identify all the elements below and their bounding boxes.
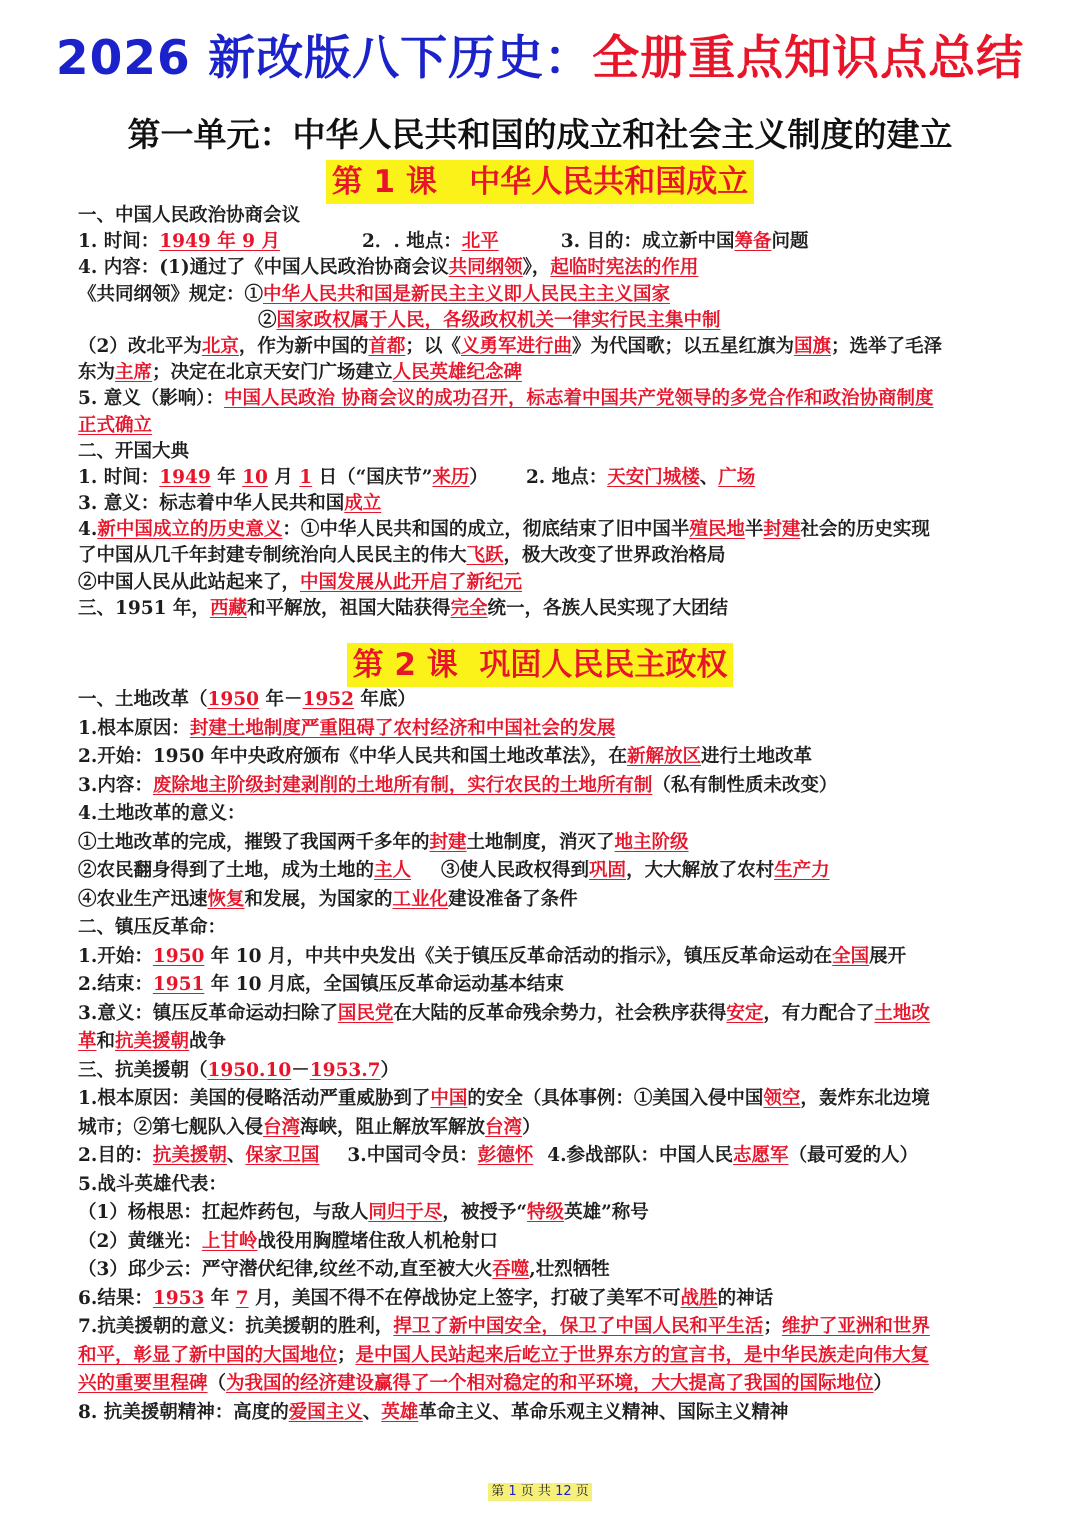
text: 统一，各族人民实现了大团结	[487, 597, 728, 619]
key-point: 中华人民共和国是新民主主义即人民民主主义国家	[263, 283, 671, 305]
key-point: 国民党	[337, 1002, 394, 1024]
text: ，有力配合了	[763, 1002, 875, 1024]
text: 日（“国庆节”	[312, 466, 433, 488]
title-part-blue: 2026 新改版八下历史：	[55, 31, 593, 86]
text: 第	[491, 1484, 509, 1499]
content-line	[78, 1000, 1008, 1029]
text: －	[291, 1059, 310, 1081]
text: 三、1951 年，	[78, 597, 210, 619]
key-point: 安定	[726, 1002, 764, 1024]
text: ；决定在北京天安门广场建立	[152, 362, 393, 384]
text: 年	[204, 1287, 236, 1309]
content-line	[78, 465, 1008, 491]
key-point: 全国	[832, 945, 870, 967]
key-point: 1953.7	[309, 1059, 381, 1081]
text: 2.结束：	[78, 974, 153, 995]
text: （最可爱的人）	[788, 1145, 919, 1166]
page-footer	[0, 1480, 1080, 1501]
key-point: 土地改	[874, 1002, 930, 1024]
text: 革命主义、革命乐观主义精神、国际主义精神	[418, 1401, 789, 1423]
text: 页	[571, 1484, 589, 1499]
text: ；	[763, 1316, 782, 1337]
section-heading	[78, 686, 1008, 715]
key-point: 巩固	[589, 860, 627, 881]
text: ，轰炸东北边境	[800, 1088, 930, 1109]
key-point: 起临时宪法的作用	[550, 257, 699, 279]
text: 3. 目的：成立新中国	[560, 231, 735, 253]
content-line	[78, 413, 1008, 439]
text: 月	[267, 466, 300, 488]
text: 战争	[189, 1031, 227, 1052]
total-pages-number: 12	[555, 1484, 572, 1499]
key-point: 特级	[527, 1202, 565, 1223]
text: 一、土地改革（	[78, 689, 208, 710]
lesson2-title: 第 2 课 巩固人民民主政权	[347, 643, 734, 687]
key-point: 殖民地	[689, 519, 745, 541]
key-point: 西藏	[209, 597, 247, 619]
lesson1-title: 第 1 课 中华人民共和国成立	[326, 160, 755, 204]
key-point: 广场	[718, 466, 756, 488]
content-line	[78, 360, 1008, 386]
key-point: 工业化	[392, 888, 449, 910]
text: ，作为新中国的	[238, 335, 369, 357]
key-point: 革	[78, 1031, 97, 1052]
key-point: 英雄	[381, 1401, 419, 1423]
text: 》为代国歌；以五星红旗为	[571, 335, 794, 357]
content-line	[78, 570, 1008, 596]
text: 在大陆的反革命残余势力，社会秩序获得	[393, 1002, 727, 1024]
key-point: 为我国的经济建设赢得了一个相对稳定的和平环境，大大提高了我国的国际地位	[226, 1373, 874, 1394]
section-heading	[78, 914, 1008, 943]
content-line	[78, 857, 1008, 886]
text: ,壮烈牺牲	[529, 1259, 610, 1280]
text: 社会的历史实现	[800, 519, 930, 541]
text: 6.结果：	[78, 1287, 153, 1309]
text: 3.内容：	[78, 774, 153, 796]
text: 年－	[259, 689, 303, 710]
text: 1. 时间：	[78, 231, 160, 253]
text: ：①中华人民共和国的成立，彻底结束了旧中国半	[282, 519, 690, 541]
key-point: 志愿军	[733, 1145, 789, 1166]
content-line	[78, 1256, 1008, 1285]
content-line	[78, 971, 1008, 1000]
key-point: 和平，彰显了新中国的大国地位	[78, 1344, 338, 1366]
key-point: 来历	[432, 466, 470, 488]
text: ②中国人民从此站起来了，	[78, 571, 301, 593]
content-line	[78, 308, 1008, 334]
text: 东为	[78, 362, 116, 384]
content-line	[78, 1142, 1008, 1171]
content-line	[78, 800, 1008, 829]
key-point: 天安门城楼	[607, 466, 700, 488]
key-point: 台湾	[263, 1116, 301, 1138]
text: （	[207, 1373, 227, 1394]
content-line	[78, 715, 1008, 744]
text: 3. 意义：标志着中华人民共和国	[78, 493, 345, 515]
text: 年底）	[353, 689, 416, 710]
text: 和发展，为国家的	[244, 888, 393, 910]
text: 、	[699, 466, 719, 488]
content-line	[78, 772, 1008, 801]
key-point: 1952	[302, 689, 354, 710]
section-heading	[78, 203, 1008, 229]
text: 战役用胸膛堵住敌人机枪射口	[257, 1230, 498, 1252]
text: 1. 时间：	[78, 466, 160, 488]
key-point: 彭德怀	[477, 1145, 534, 1166]
text: ，被授予“	[442, 1202, 528, 1223]
text: 页 共	[516, 1484, 556, 1499]
key-point: 成立	[344, 493, 382, 515]
key-point: 封建	[429, 831, 467, 853]
section-heading	[78, 1057, 1008, 1086]
key-point: 封建	[763, 519, 801, 541]
text: 3.中国司令员：	[347, 1145, 478, 1166]
text: 年 10 月，中共中央发出《关于镇压反革命活动的指示》，镇压反革命运动在	[204, 945, 833, 967]
text: 7.抗美援朝的意义：抗美援朝的胜利，	[78, 1316, 394, 1337]
key-point: 人民英雄纪念碑	[392, 362, 523, 384]
key-point: 是中国人民站起来后屹立于世界东方的宣言书，是中华民族走向伟大复	[355, 1344, 930, 1366]
text: 半	[744, 519, 764, 541]
key-point: 抗美援朝	[152, 1145, 227, 1166]
content-line	[78, 743, 1008, 772]
text: 展开	[869, 945, 907, 967]
key-point: 维护了亚洲和世界	[781, 1316, 930, 1337]
text: 和平解放，祖国大陆获得	[246, 597, 451, 619]
text: 和	[96, 1031, 116, 1052]
text: ；选举了毛泽	[830, 335, 942, 357]
key-point: 主人	[374, 860, 412, 881]
content-line	[78, 886, 1008, 915]
text: 2.开始：1950 年中央政府颁布《中华人民共和国土地改革法》，在	[78, 746, 627, 767]
text: （私有制性质未改变）	[652, 774, 838, 796]
text: 2. 地点：	[525, 466, 608, 488]
content-line	[78, 517, 1008, 543]
content-line	[78, 1399, 1008, 1428]
content-line	[78, 229, 1008, 255]
key-point: 飞跃	[466, 545, 504, 567]
text: ④农业生产迅速	[78, 888, 208, 910]
content-line	[78, 1313, 1008, 1342]
key-point: 废除地主阶级封建剥削的土地所有制，实行农民的土地所有制	[152, 774, 653, 796]
key-point: 主席	[115, 362, 153, 384]
text: 的神话	[717, 1287, 774, 1309]
content-line	[78, 282, 1008, 308]
text: 》，	[522, 257, 551, 279]
text: 土地制度，消灭了	[466, 831, 615, 853]
key-point: 国家政权属于人民，各级政权机关一律实行民主集中制	[276, 309, 721, 331]
key-point: 首都	[368, 335, 406, 357]
text: 1.开始：	[78, 945, 153, 967]
key-point: 战胜	[680, 1287, 718, 1309]
unit-title: 第一单元：中华人民共和国的成立和社会主义制度的建立	[127, 115, 953, 154]
text: 5. 意义（影响）：	[78, 388, 225, 410]
text: 三、抗美援朝（	[78, 1059, 208, 1081]
text: 2．. 地点：	[361, 231, 462, 253]
key-point: 国旗	[793, 335, 831, 357]
text: 的安全（具体事例：①美国入侵中国	[467, 1088, 764, 1109]
key-point: 完全	[450, 597, 488, 619]
content-line	[78, 334, 1008, 360]
section-heading	[78, 439, 1008, 465]
content-line	[78, 943, 1008, 972]
content-line	[78, 1085, 1008, 1114]
text: ，大大解放了农村	[626, 860, 775, 881]
key-point: 新解放区	[627, 746, 702, 767]
key-point: 北平	[461, 231, 499, 253]
text: 月，美国不得不在停战协定上签字，打破了美军不可	[248, 1287, 681, 1309]
text: 8. 抗美援朝精神：高度的	[78, 1401, 289, 1423]
key-point: 吞噬	[492, 1259, 530, 1280]
text: 英雄”称号	[564, 1202, 649, 1223]
content-line	[78, 1199, 1008, 1228]
text: ②	[258, 309, 277, 331]
text: 1.根本原因：美国的侵略活动严重威胁到了	[78, 1088, 431, 1109]
text: 城市；②第七舰队入侵	[78, 1116, 264, 1138]
key-point: 义勇军进行曲	[460, 335, 572, 357]
text: ；	[337, 1344, 356, 1366]
current-page-number: 1	[508, 1484, 517, 1499]
content-line	[78, 829, 1008, 858]
content-line	[78, 596, 1008, 622]
content-line	[78, 255, 1008, 281]
text: ①土地改革的完成，摧毁了我国两千多年的	[78, 831, 430, 853]
text: 年 10 月底，全国镇压反革命运动基本结束	[204, 974, 564, 995]
key-point: 1950.10	[207, 1059, 292, 1081]
text: ②农民翻身得到了土地，成为土地的	[78, 860, 375, 881]
text: 3.意义：镇压反革命运动扫除了	[78, 1002, 338, 1024]
key-point: 1953	[152, 1287, 205, 1309]
text: ）	[522, 1116, 541, 1138]
content-line	[78, 1342, 1008, 1371]
key-point: 台湾	[485, 1116, 523, 1138]
key-point: 封建土地制度严重阻碍了农村经济和中国社会的发展	[189, 717, 616, 739]
text: 年	[210, 466, 243, 488]
content-line	[78, 1370, 1008, 1399]
text: 了中国从几千年封建专制统治向人民民主的伟大	[78, 545, 467, 567]
content-line	[78, 1171, 1008, 1200]
key-point: 10	[242, 466, 268, 488]
lesson1-title-wrap	[0, 160, 1080, 204]
key-point: 兴的重要里程碑	[78, 1373, 208, 1394]
key-point: 爱国主义	[288, 1401, 363, 1423]
key-point: 北京	[201, 335, 239, 357]
key-point: 生产力	[774, 860, 830, 881]
content-line	[78, 1228, 1008, 1257]
text: 二、镇压反革命：	[78, 917, 227, 938]
text: 1.根本原因：	[78, 717, 190, 739]
key-point: 正式确立	[78, 414, 153, 436]
key-point: 中国	[430, 1088, 468, 1109]
title-part-red: 全册重点知识点总结	[592, 31, 1025, 86]
text: 建设准备了条件	[448, 888, 578, 910]
text: （3）邱少云：严守潜伏纪律,纹丝不动,直至被大火	[78, 1259, 493, 1280]
text: 一、中国人民政治协商会议	[78, 205, 301, 226]
key-point: 中国人民政治 协商会议的成功召开，标志着中国共产党领导的多党合作和政治协商制度	[224, 388, 934, 410]
key-point: 1949 年 9 月	[159, 231, 280, 253]
lesson2-body	[78, 686, 1008, 1427]
content-line	[78, 1114, 1008, 1143]
key-point: 共同纲领	[448, 257, 523, 279]
text: 海峡，阻止解放军解放	[300, 1116, 486, 1138]
text: 二、开国大典	[78, 440, 190, 462]
text: 、	[226, 1145, 246, 1166]
key-point: 1950	[152, 945, 205, 967]
text: 4.	[78, 519, 98, 541]
key-point: 同归于尽	[368, 1202, 443, 1223]
key-point: 筹备	[734, 231, 772, 253]
key-point: 恢复	[207, 888, 245, 910]
content-line	[78, 1285, 1008, 1314]
text: ，极大改变了世界政治格局	[503, 545, 726, 567]
key-point: 地主阶级	[614, 831, 689, 853]
key-point: 1	[299, 466, 313, 488]
text: ）	[873, 1373, 893, 1394]
text: 2.目的：	[78, 1145, 153, 1166]
key-point: 保家卫国	[245, 1145, 320, 1166]
text: 《共同纲领》规定：①	[78, 283, 264, 305]
key-point: 捍卫了新中国安全，保卫了中国人民和平生活	[393, 1316, 764, 1337]
document-title	[0, 28, 1080, 90]
lesson2-title-wrap	[0, 643, 1080, 687]
text: 进行土地改革	[701, 746, 813, 767]
content-line	[78, 386, 1008, 412]
key-point: 抗美援朝	[115, 1031, 190, 1052]
text: 5.战斗英雄代表：	[78, 1173, 227, 1195]
text: ）	[380, 1059, 400, 1081]
key-point: 7	[235, 1287, 249, 1309]
lesson1-body	[78, 203, 1008, 622]
text: （2）黄继光：	[78, 1230, 202, 1252]
key-point: 领空	[763, 1088, 801, 1109]
page-indicator	[488, 1483, 592, 1501]
content-line	[78, 1028, 1008, 1057]
text: 4.参战部队：中国人民	[547, 1145, 734, 1166]
text: 、	[362, 1401, 382, 1423]
key-point: 上甘岭	[201, 1230, 258, 1252]
content-line	[78, 491, 1008, 517]
text: ③使人民政权得到	[441, 860, 590, 881]
key-point: 1951	[152, 974, 205, 995]
text: （2）改北平为	[78, 335, 202, 357]
text: ；以《	[405, 335, 461, 357]
text: ）	[469, 466, 488, 488]
key-point: 1950	[207, 689, 260, 710]
text: 4.土地改革的意义：	[78, 803, 246, 824]
key-point: 中国发展从此开启了新纪元	[300, 571, 523, 593]
text: 4. 内容：(1)通过了《中国人民政治协商会议	[78, 257, 449, 279]
key-point: 新中国成立的历史意义	[97, 519, 283, 541]
text: 问题	[771, 231, 809, 253]
content-line	[78, 543, 1008, 569]
key-point: 1949	[159, 466, 211, 488]
text: （1）杨根思：扛起炸药包，与敌人	[78, 1202, 369, 1223]
